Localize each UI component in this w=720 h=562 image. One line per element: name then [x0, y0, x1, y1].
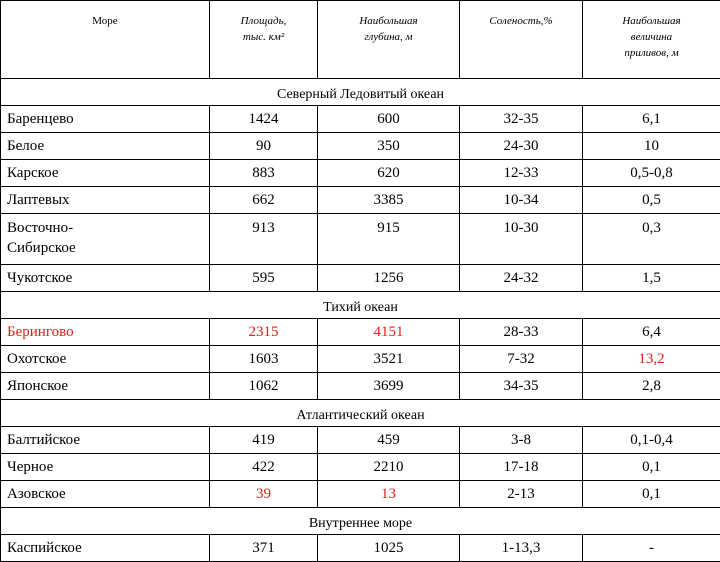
- cell-tides: 0,5: [583, 187, 720, 214]
- header-area: Площадь, тыс. км²: [210, 1, 318, 79]
- cell-tides: -: [583, 535, 720, 562]
- cell-area: 419: [210, 427, 318, 454]
- cell-salinity: 3-8: [460, 427, 583, 454]
- cell-area: 422: [210, 454, 318, 481]
- section-header: [1, 400, 720, 427]
- cell-sea: Белое: [1, 133, 210, 160]
- cell-depth: 600: [318, 106, 460, 133]
- table-row: [1, 454, 720, 481]
- cell-area: 1603: [210, 346, 318, 373]
- cell-sea: Чукотское: [1, 265, 210, 292]
- cell-salinity: 34-35: [460, 373, 583, 400]
- cell-depth: 3521: [318, 346, 460, 373]
- cell-sea: Баренцево: [1, 106, 210, 133]
- cell-depth: 915: [318, 214, 460, 265]
- cell-sea: Азовское: [1, 481, 210, 508]
- section-title: Внутреннее море: [1, 508, 720, 535]
- section-header: [1, 508, 720, 535]
- cell-area: 39: [210, 481, 318, 508]
- cell-area: 371: [210, 535, 318, 562]
- table-row: [1, 373, 720, 400]
- section-header: [1, 292, 720, 319]
- cell-salinity: 10-30: [460, 214, 583, 265]
- cell-depth: 1256: [318, 265, 460, 292]
- cell-tides: 0,1: [583, 481, 720, 508]
- section-header: [1, 79, 720, 106]
- cell-salinity: 1-13,3: [460, 535, 583, 562]
- cell-tides: 10: [583, 133, 720, 160]
- cell-depth: 1025: [318, 535, 460, 562]
- table-row: [1, 427, 720, 454]
- table-row: [1, 319, 720, 346]
- cell-depth: 3699: [318, 373, 460, 400]
- cell-depth: 620: [318, 160, 460, 187]
- cell-sea: Восточно- Сибирское: [1, 214, 210, 265]
- cell-sea: Балтийское: [1, 427, 210, 454]
- table-row: [1, 106, 720, 133]
- cell-salinity: 7-32: [460, 346, 583, 373]
- header-row: [1, 1, 720, 79]
- cell-sea: Каспийское: [1, 535, 210, 562]
- cell-tides: 0,1: [583, 454, 720, 481]
- cell-area: 2315: [210, 319, 318, 346]
- cell-depth: 13: [318, 481, 460, 508]
- cell-salinity: 32-35: [460, 106, 583, 133]
- table-row: [1, 535, 720, 562]
- cell-area: 913: [210, 214, 318, 265]
- cell-tides: 0,5-0,8: [583, 160, 720, 187]
- table-row: [1, 481, 720, 508]
- table-row: [1, 133, 720, 160]
- table-row: [1, 187, 720, 214]
- cell-area: 1424: [210, 106, 318, 133]
- cell-sea: Японское: [1, 373, 210, 400]
- cell-area: 1062: [210, 373, 318, 400]
- cell-tides: 0,1-0,4: [583, 427, 720, 454]
- header-depth: Наибольшая глубина, м: [318, 1, 460, 79]
- cell-salinity: 24-32: [460, 265, 583, 292]
- cell-tides: 1,5: [583, 265, 720, 292]
- header-sea: Море: [1, 1, 210, 79]
- table-row: [1, 265, 720, 292]
- table-row: [1, 214, 720, 265]
- cell-depth: 459: [318, 427, 460, 454]
- cell-salinity: 28-33: [460, 319, 583, 346]
- header-tides: Наибольшая величина приливов, м: [583, 1, 720, 79]
- cell-tides: 6,4: [583, 319, 720, 346]
- cell-salinity: 17-18: [460, 454, 583, 481]
- cell-tides: 0,3: [583, 214, 720, 265]
- cell-depth: 350: [318, 133, 460, 160]
- cell-depth: 4151: [318, 319, 460, 346]
- cell-area: 662: [210, 187, 318, 214]
- cell-salinity: 24-30: [460, 133, 583, 160]
- cell-tides: 2,8: [583, 373, 720, 400]
- section-title: Северный Ледовитый океан: [1, 79, 720, 106]
- cell-sea: Карское: [1, 160, 210, 187]
- cell-tides: 6,1: [583, 106, 720, 133]
- cell-salinity: 12-33: [460, 160, 583, 187]
- cell-salinity: 2-13: [460, 481, 583, 508]
- cell-area: 883: [210, 160, 318, 187]
- cell-salinity: 10-34: [460, 187, 583, 214]
- cell-sea: Берингово: [1, 319, 210, 346]
- cell-area: 90: [210, 133, 318, 160]
- header-salinity: Соленость,%: [460, 1, 583, 79]
- cell-depth: 3385: [318, 187, 460, 214]
- cell-sea: Лаптевых: [1, 187, 210, 214]
- cell-depth: 2210: [318, 454, 460, 481]
- section-title: Тихий океан: [1, 292, 720, 319]
- table-row: [1, 160, 720, 187]
- cell-sea: Черное: [1, 454, 210, 481]
- cell-sea: Охотское: [1, 346, 210, 373]
- cell-area: 595: [210, 265, 318, 292]
- cell-tides: 13,2: [583, 346, 720, 373]
- table-row: [1, 346, 720, 373]
- section-title: Атлантический океан: [1, 400, 720, 427]
